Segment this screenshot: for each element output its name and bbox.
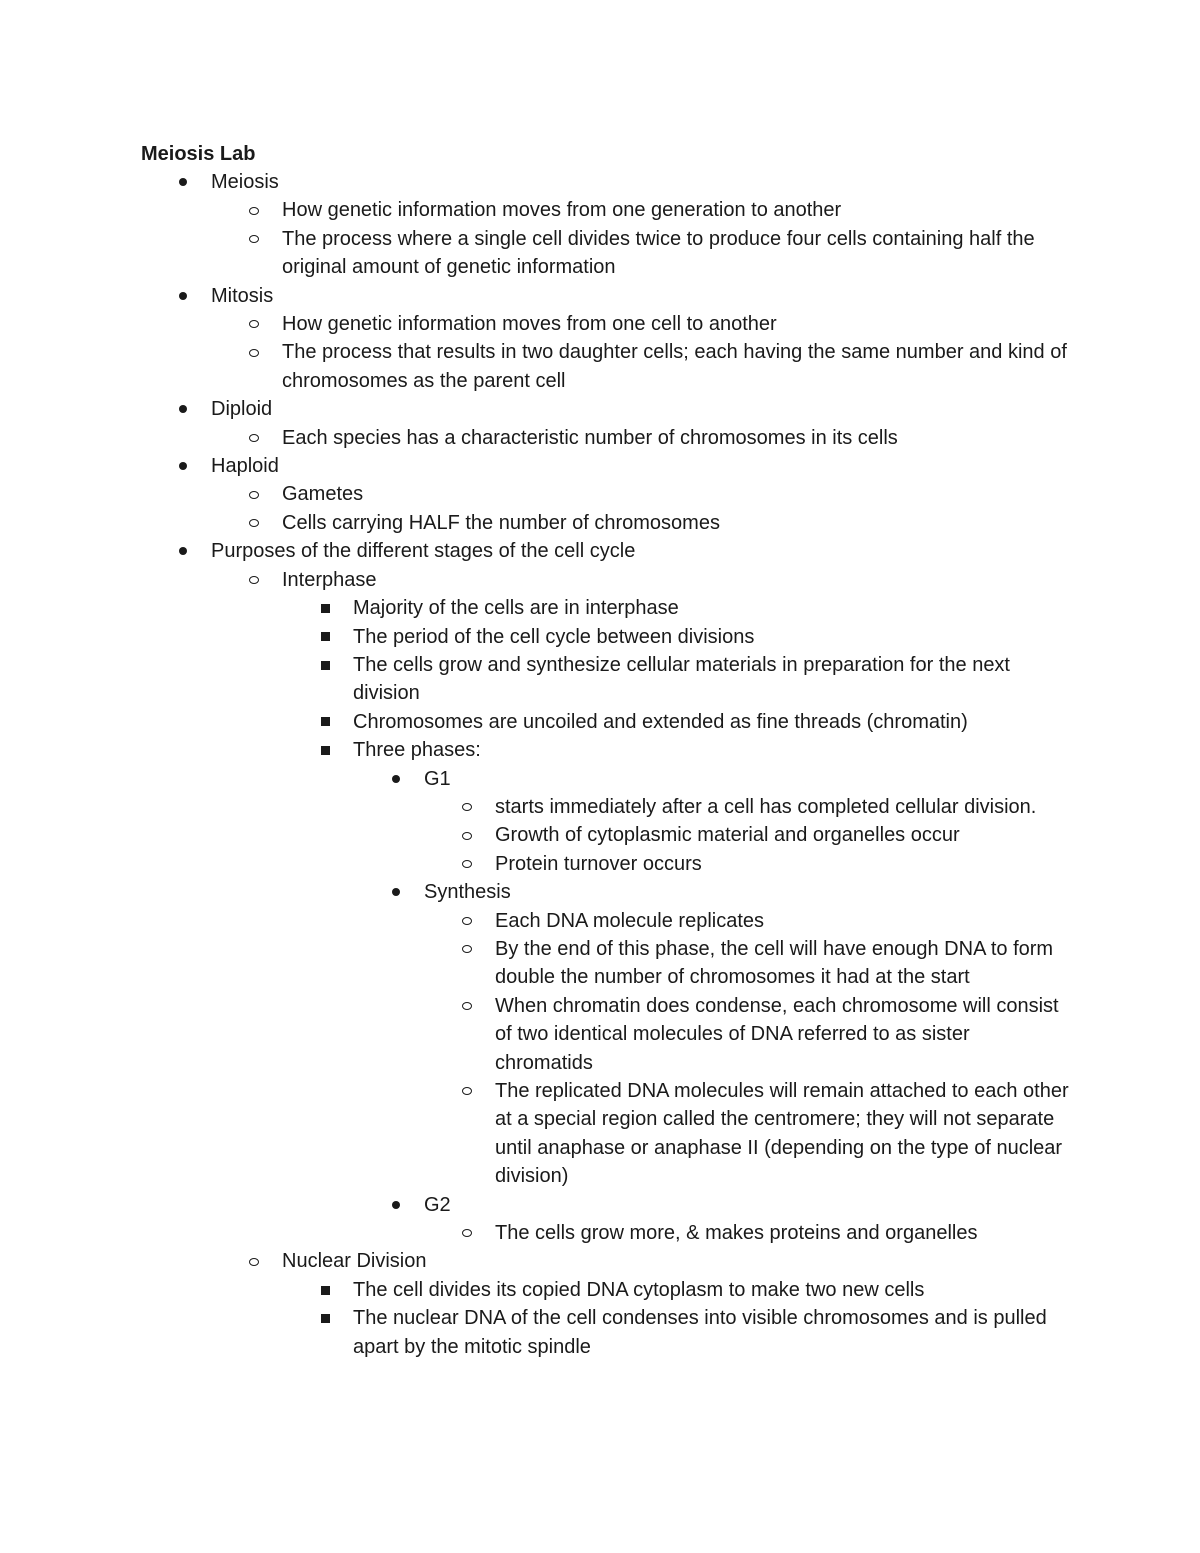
nested-list bbox=[211, 480, 1071, 537]
list-item-text: The process where a single cell divides twice to produce four cells containing half the original amount of genetic information bbox=[282, 227, 1035, 279]
circle-bullet-icon bbox=[457, 793, 477, 821]
list-item-text: Haploid bbox=[211, 455, 279, 478]
nested-list bbox=[424, 907, 1071, 1191]
circle-bullet-icon bbox=[457, 992, 477, 1020]
list-item-text: Interphase bbox=[282, 568, 377, 591]
list-item bbox=[211, 338, 1071, 395]
document-page bbox=[141, 140, 1071, 1361]
list-item bbox=[282, 623, 1071, 651]
list-item bbox=[211, 480, 1071, 508]
list-item bbox=[353, 1191, 1071, 1248]
list-item bbox=[211, 509, 1071, 537]
list-item-text: Synthesis bbox=[424, 881, 511, 904]
list-item-text: Cells carrying HALF the number of chromosomes bbox=[282, 511, 720, 534]
square-bullet-icon bbox=[315, 1304, 335, 1332]
square-bullet-icon bbox=[315, 651, 335, 679]
circle-bullet-icon bbox=[457, 1219, 477, 1247]
list-item bbox=[282, 594, 1071, 622]
circle-bullet-icon bbox=[457, 850, 477, 878]
list-item bbox=[424, 1219, 1071, 1247]
nested-list bbox=[211, 310, 1071, 395]
list-item-text: Chromosomes are uncoiled and extended as fine threads (chromatin) bbox=[353, 710, 968, 733]
disc-bullet-icon bbox=[386, 765, 406, 793]
list-item bbox=[424, 935, 1071, 992]
list-item-text: Gametes bbox=[282, 483, 364, 506]
list-item bbox=[282, 1304, 1071, 1361]
nested-list bbox=[211, 424, 1071, 452]
square-bullet-icon bbox=[315, 594, 335, 622]
list-item-text: Three phases: bbox=[353, 739, 481, 762]
circle-bullet-icon bbox=[457, 935, 477, 963]
list-item-text: Growth of cytoplasmic material and organelles occur bbox=[495, 824, 960, 847]
document-title: Meiosis Lab bbox=[141, 143, 256, 165]
circle-bullet-icon bbox=[457, 907, 477, 935]
list-item bbox=[424, 992, 1071, 1077]
list-item-text: starts immediately after a cell has completed cellular division. bbox=[495, 795, 1037, 818]
circle-bullet-icon bbox=[244, 310, 264, 338]
list-item-text: Each species has a characteristic number of chromosomes in its cells bbox=[282, 426, 898, 449]
list-item-text: Diploid bbox=[211, 398, 273, 421]
list-item bbox=[424, 1077, 1071, 1191]
list-item-text: When chromatin does condense, each chromosome will consist of two identical molecules of DNA referred to as sister chromatids bbox=[495, 994, 1059, 1074]
list-item bbox=[141, 168, 1071, 282]
disc-bullet-icon bbox=[173, 282, 193, 310]
list-item bbox=[141, 282, 1071, 396]
circle-bullet-icon bbox=[244, 424, 264, 452]
list-item-text: The cells grow more, & makes proteins and organelles bbox=[495, 1222, 978, 1245]
square-bullet-icon bbox=[315, 623, 335, 651]
square-bullet-icon bbox=[315, 736, 335, 764]
nested-list bbox=[424, 793, 1071, 878]
circle-bullet-icon bbox=[244, 566, 264, 594]
list-item-text: The process that results in two daughter cells; each having the same number and kind of chromosomes as the parent cell bbox=[282, 341, 1067, 392]
list-item bbox=[141, 537, 1071, 1361]
nested-list bbox=[211, 566, 1071, 1361]
circle-bullet-icon bbox=[457, 821, 477, 849]
list-item bbox=[211, 566, 1071, 1248]
list-item-text: The replicated DNA molecules will remain attached to each other at a special region called the centromere; they will not separate until anaphase or anaphase II (depending on the type of nuclear division) bbox=[495, 1080, 1069, 1188]
list-item bbox=[424, 821, 1071, 849]
nested-list bbox=[282, 1276, 1071, 1361]
circle-bullet-icon bbox=[457, 1077, 477, 1105]
disc-bullet-icon bbox=[173, 537, 193, 565]
list-item-text: The cell divides its copied DNA cytoplasm to make two new cells bbox=[353, 1278, 925, 1301]
nested-list bbox=[424, 1219, 1071, 1247]
list-item bbox=[211, 225, 1071, 282]
list-item-text: Purposes of the different stages of the cell cycle bbox=[211, 540, 636, 563]
list-item bbox=[282, 1276, 1071, 1304]
list-item bbox=[424, 907, 1071, 935]
list-item-text: Protein turnover occurs bbox=[495, 852, 702, 875]
list-item bbox=[211, 424, 1071, 452]
nested-list bbox=[353, 765, 1071, 1248]
list-item bbox=[211, 310, 1071, 338]
list-item bbox=[282, 651, 1071, 708]
list-item-text: The nuclear DNA of the cell condenses into visible chromosomes and is pulled apart by the mitotic spindle bbox=[353, 1307, 1047, 1358]
list-item-text: Nuclear Division bbox=[282, 1250, 427, 1273]
list-item bbox=[282, 736, 1071, 1247]
square-bullet-icon bbox=[315, 708, 335, 736]
list-item bbox=[353, 878, 1071, 1190]
list-item-text: Majority of the cells are in interphase bbox=[353, 597, 679, 620]
list-item-text: Mitosis bbox=[211, 284, 274, 307]
list-item bbox=[211, 1247, 1071, 1361]
list-item bbox=[211, 196, 1071, 224]
disc-bullet-icon bbox=[173, 168, 193, 196]
outline-list bbox=[141, 168, 1071, 1361]
circle-bullet-icon bbox=[244, 509, 264, 537]
list-item bbox=[424, 793, 1071, 821]
list-item-text: By the end of this phase, the cell will have enough DNA to form double the number of chromosomes it had at the start bbox=[495, 937, 1054, 989]
list-item-text: How genetic information moves from one cell to another bbox=[282, 313, 777, 336]
circle-bullet-icon bbox=[244, 480, 264, 508]
disc-bullet-icon bbox=[386, 1191, 406, 1219]
circle-bullet-icon bbox=[244, 338, 264, 366]
list-item-text: Each DNA molecule replicates bbox=[495, 909, 765, 932]
circle-bullet-icon bbox=[244, 225, 264, 253]
list-item-text: G1 bbox=[424, 767, 451, 790]
list-item bbox=[141, 395, 1071, 452]
list-item bbox=[141, 452, 1071, 537]
list-item bbox=[424, 850, 1071, 878]
nested-list bbox=[282, 594, 1071, 1247]
disc-bullet-icon bbox=[173, 395, 193, 423]
nested-list bbox=[211, 196, 1071, 281]
circle-bullet-icon bbox=[244, 196, 264, 224]
list-item-text: How genetic information moves from one generation to another bbox=[282, 199, 842, 222]
list-item-text: Meiosis bbox=[211, 171, 279, 193]
square-bullet-icon bbox=[315, 1276, 335, 1304]
circle-bullet-icon bbox=[244, 1247, 264, 1275]
list-item bbox=[353, 765, 1071, 879]
list-item-text: The period of the cell cycle between divisions bbox=[353, 625, 755, 648]
list-item bbox=[282, 708, 1071, 736]
disc-bullet-icon bbox=[386, 878, 406, 906]
list-item-text: The cells grow and synthesize cellular materials in preparation for the next division bbox=[353, 653, 1010, 705]
list-item-text: G2 bbox=[424, 1193, 451, 1216]
disc-bullet-icon bbox=[173, 452, 193, 480]
